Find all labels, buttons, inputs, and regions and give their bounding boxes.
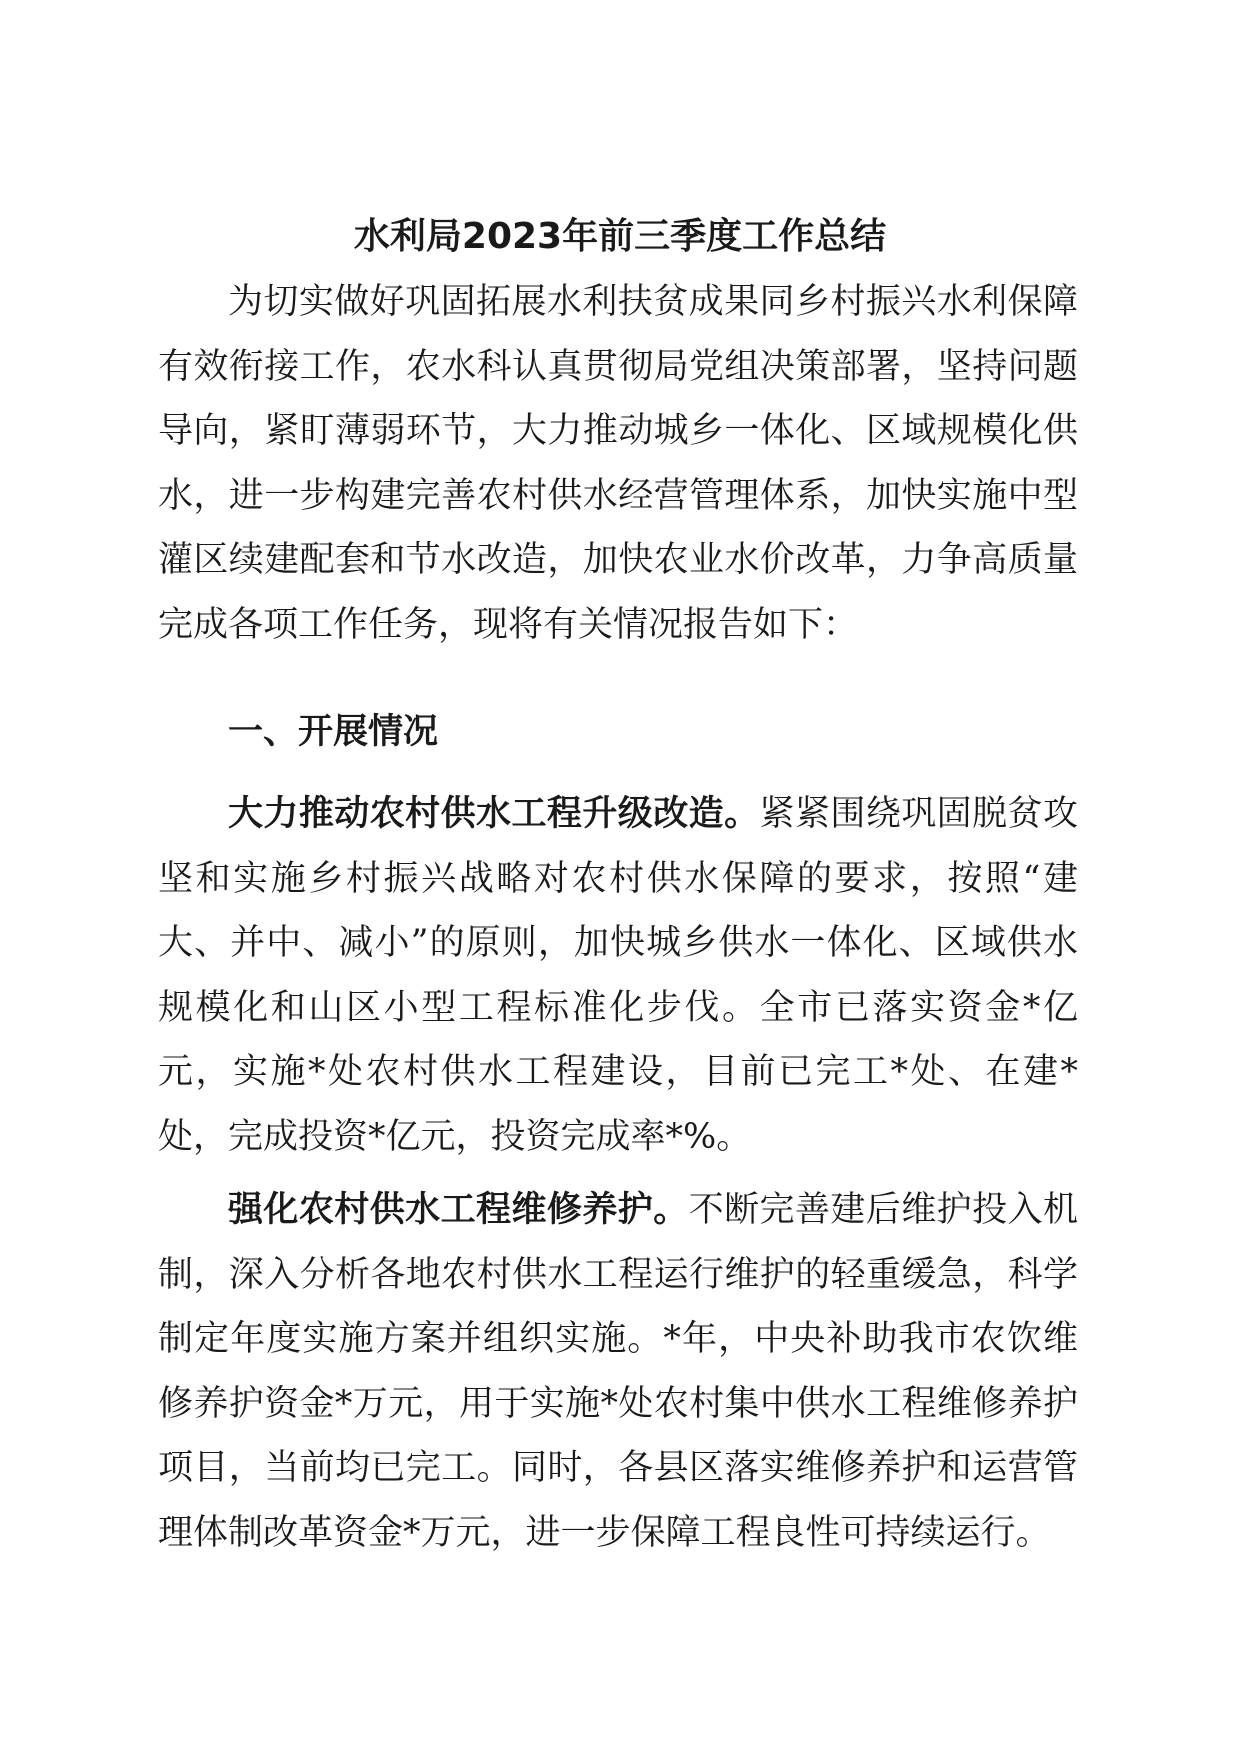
section-paragraph-maintenance (158, 1178, 1078, 1566)
paragraph-lead-heading: 强化农村供水工程维修养护。 (228, 1190, 689, 1230)
document-title: 水利局2023年前三季度工作总结 (353, 216, 887, 257)
section-paragraph-water-supply-upgrade (158, 782, 1078, 1170)
intro-paragraph: 为切实做好巩固拓展水利扶贫成果同乡村振兴水利保障有效衔接工作，农水科认真贯彻局党组决策部署，坚持问题导向，紧盯薄弱环节，大力推动城乡一体化、区域规模化供水，进一步构建完善农村供水经营管理体系，加快实施中型灌区续建配套和节水改造，加快农业水价改革，力争高质量完成各项工作任务，现将有关情况报告如下： (158, 282, 1078, 645)
paragraph-body-text: 不断完善建后维护投入机制，深入分析各地农村供水工程运行维护的轻重缓急，科学制定年度实施方案并组织实施。*年，中央补助我市农饮维修养护资金*万元，用于实施*处农村集中供水工程维修养护项目，当前均已完工。同时，各县区落实维修养护和运营管理体制改革资金*万元，进一步保障工程良性可持续运行。 (158, 1190, 1078, 1553)
paragraph-lead-heading: 大力推动农村供水工程升级改造。 (228, 794, 760, 834)
section-heading: 一、开展情况 (228, 712, 439, 752)
paragraph-body-text: 紧紧围绕巩固脱贫攻坚和实施乡村振兴战略对农村供水保障的要求，按照“建大、并中、减小”的原则，加快城乡供水一体化、区域供水规模化和山区小型工程标准化步伐。全市已落实资金*亿元，实施*处农村供水工程建设，目前已完工*处、在建*处，完成投资*亿元，投资完成率*%。 (158, 794, 1078, 1157)
